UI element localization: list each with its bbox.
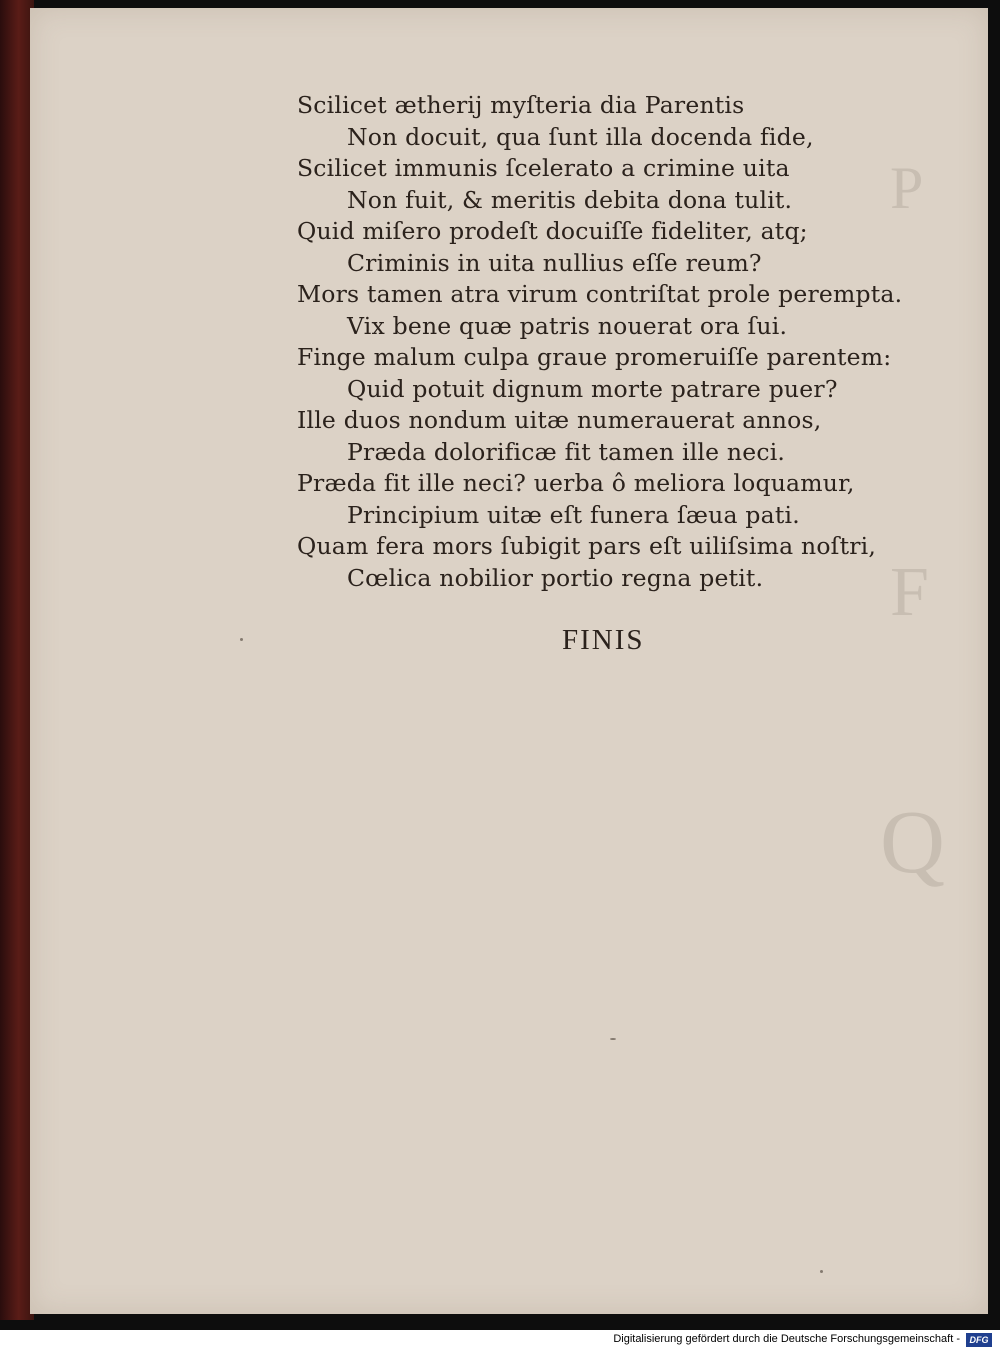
verse-line: Præda dolorificæ fit tamen ille neci. <box>347 437 786 466</box>
verse-line: Quid potuit dignum morte patrare puer? <box>347 374 838 403</box>
verse-line: Principium uitæ eſt funera ſæua pati. <box>347 500 800 529</box>
dfg-logo-icon[interactable]: DFG <box>966 1333 992 1347</box>
verse-line: Finge malum culpa graue promeruiſſe parentem: <box>297 343 892 371</box>
paper-speck <box>240 638 243 641</box>
verse-line: Vix bene quæ patris nouerat ora ſui. <box>347 311 788 340</box>
verse-line: Præda fit ille neci? uerba ô meliora loquamur, <box>297 469 855 497</box>
verse-line: Scilicet immunis ſcelerato a crimine uita <box>297 154 790 182</box>
paper-speck <box>610 1038 616 1040</box>
verse-line: Criminis in uita nullius eſſe reum? <box>347 248 762 277</box>
show-through-mark: Q <box>880 793 945 892</box>
book-binding-edge <box>0 0 34 1320</box>
verse-line: Quam fera mors ſubigit pars eſt uiliſsima noſtri, <box>297 532 877 560</box>
verse-line: Quid miſero prodeſt docuiſſe fideliter, atq; <box>297 217 808 245</box>
show-through-mark: P <box>890 155 924 221</box>
verse-line: Mors tamen atra virum contriſtat prole perempta. <box>297 280 903 308</box>
paper-speck <box>820 1270 823 1273</box>
funding-notice: Digitalisierung gefördert durch die Deutsche Forschungsgemeinschaft - <box>613 1333 960 1345</box>
finis-heading: FINIS <box>562 624 645 656</box>
poem-text <box>297 90 917 594</box>
verse-line: Non fuit, & meritis debita dona tulit. <box>347 185 793 214</box>
verse-line: Non docuit, qua ſunt illa docenda fide, <box>347 122 814 151</box>
verse-line: Scilicet ætherij myſteria dia Parentis <box>297 91 745 119</box>
show-through-mark: F <box>890 554 929 631</box>
verse-line: Ille duos nondum uitæ numerauerat annos, <box>297 406 822 434</box>
verse-line: Cœlica nobilior portio regna petit. <box>347 563 764 592</box>
digitization-footer <box>0 1330 1000 1351</box>
